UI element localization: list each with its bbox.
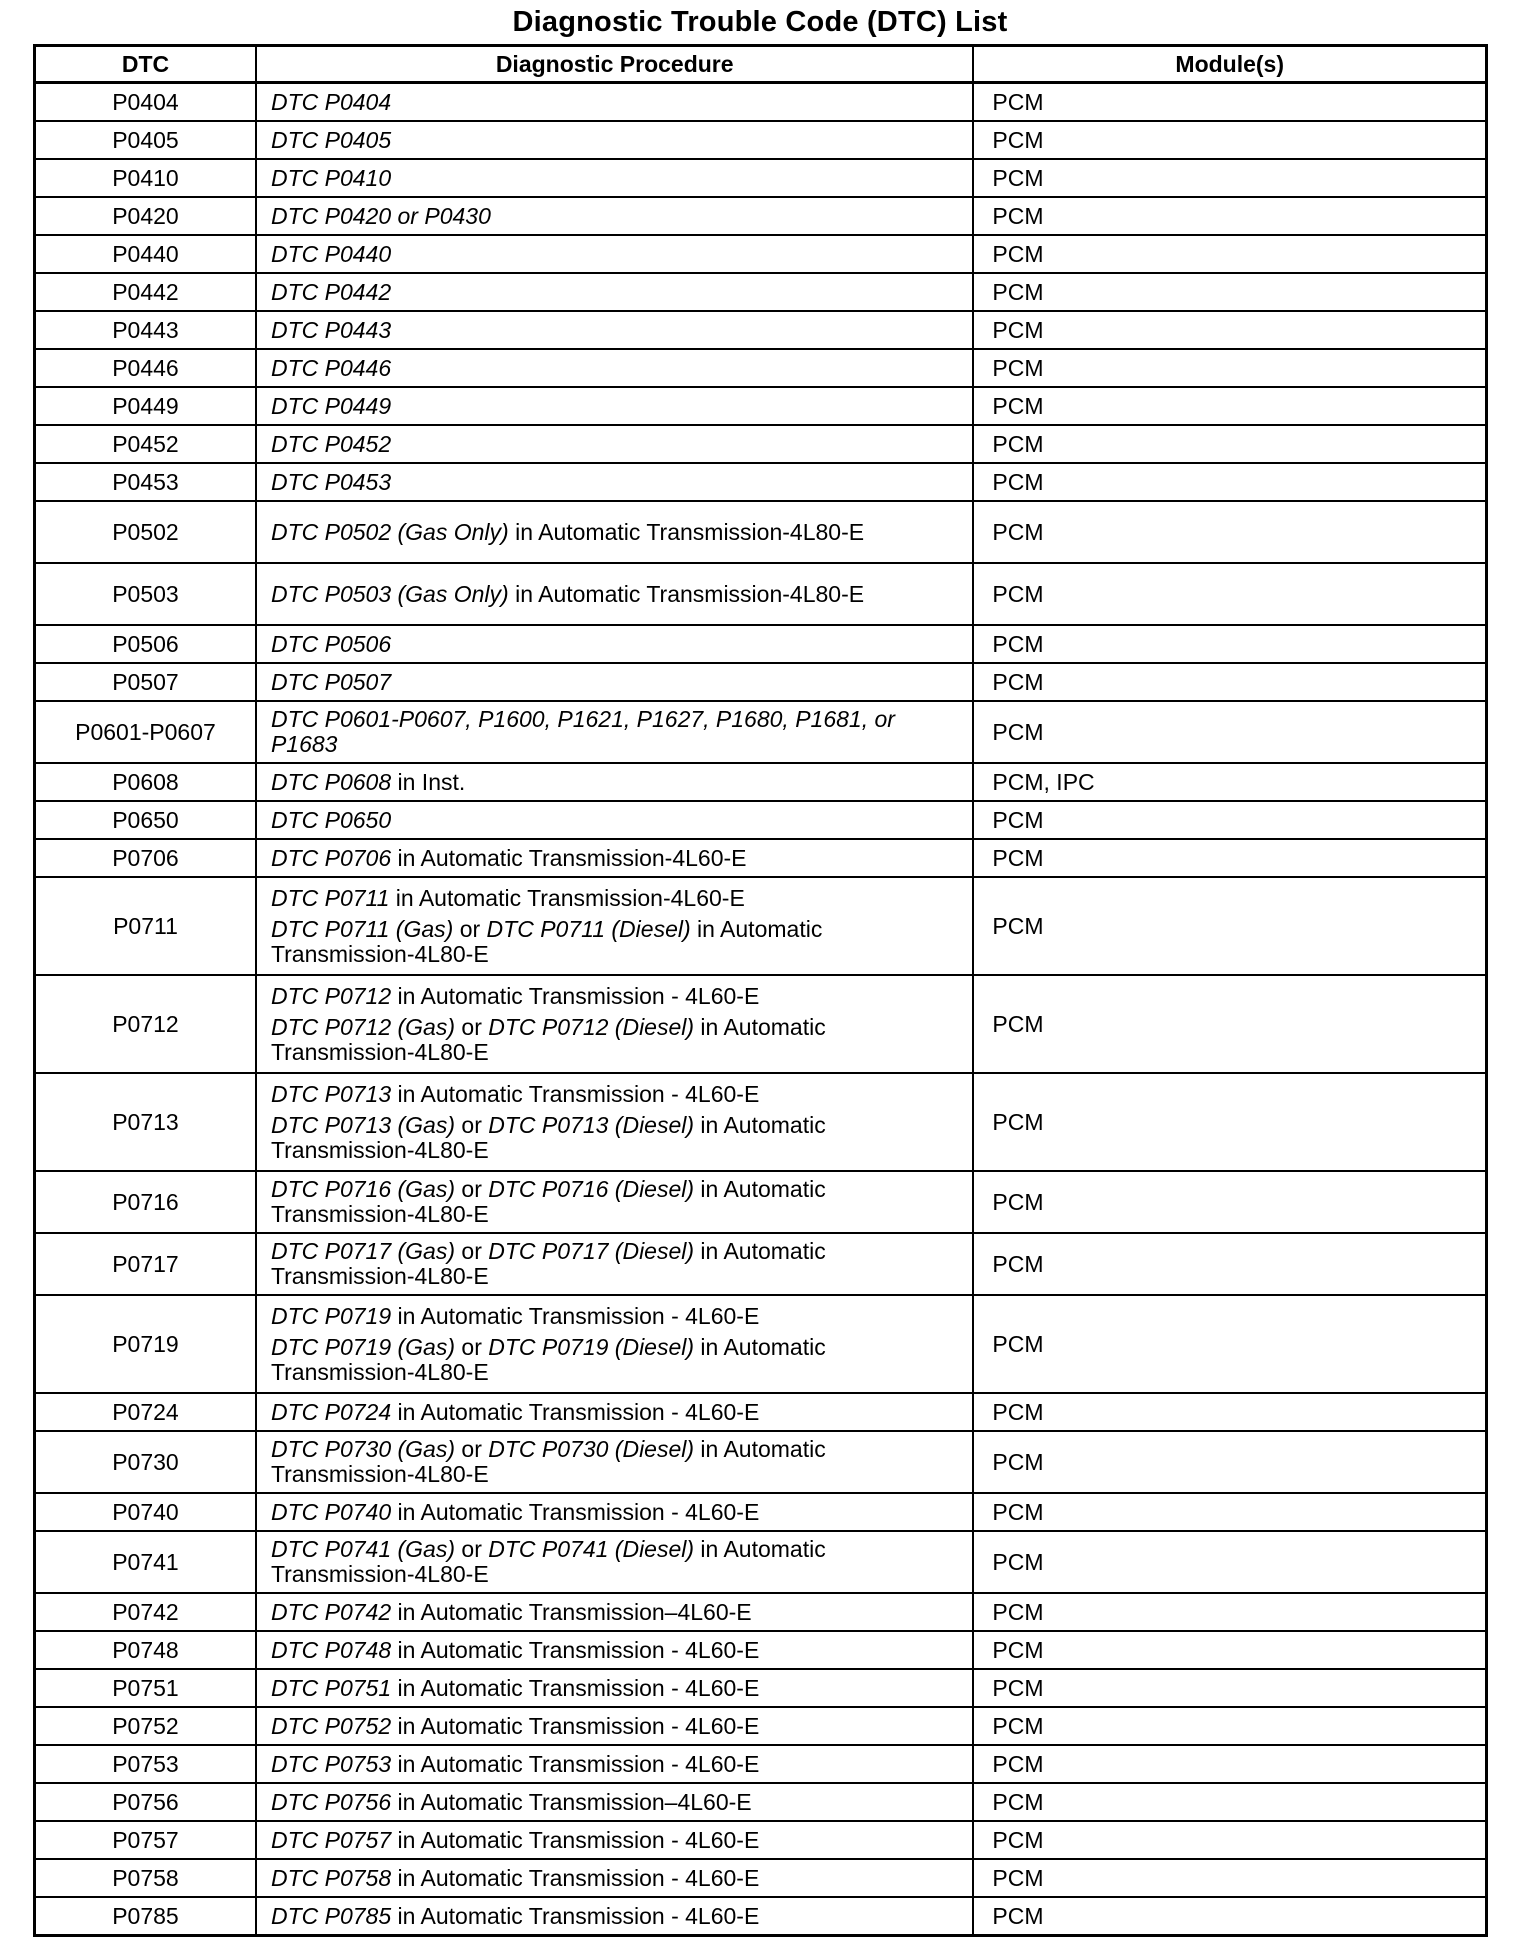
procedure-link-text: DTC P0420 or P0430 [270,202,491,229]
table-row [35,121,1487,159]
procedure-link-text: DTC P0748 [270,1636,392,1663]
dtc-code-cell: P0453 [35,463,256,501]
procedure-cell [256,763,973,801]
procedure-line [271,1239,964,1289]
procedure-text: in Automatic Transmission - 4L60-E [391,1826,760,1853]
dtc-code-cell: P0706 [35,839,256,877]
procedure-text: in Automatic Transmission-4L60-E [389,884,745,911]
modules-cell: PCM [973,311,1486,349]
dtc-code-cell: P0650 [35,801,256,839]
procedure-cell [256,235,973,273]
modules-cell: PCM [973,1431,1486,1493]
dtc-code-cell: P0717 [35,1233,256,1295]
procedure-link-text: DTC P0502 (Gas Only) [270,518,509,545]
dtc-code-cell: P0506 [35,625,256,663]
dtc-code-cell: P0440 [35,235,256,273]
modules-cell: PCM [973,1669,1486,1707]
procedure-line [271,886,964,911]
procedure-cell [256,1393,973,1431]
dtc-code-cell: P0758 [35,1859,256,1897]
procedure-line [271,808,964,833]
table-row [35,1897,1487,1936]
modules-cell: PCM [973,1593,1486,1631]
procedure-link-text: DTC P0712 (Diesel) [488,1013,695,1040]
procedure-line [271,280,964,305]
procedure-line [271,1866,964,1891]
procedure-line [271,1537,964,1587]
procedure-line [271,1752,964,1777]
procedure-cell [256,663,973,701]
procedure-cell [256,1531,973,1593]
procedure-cell [256,121,973,159]
table-row [35,1859,1487,1897]
table-row [35,1431,1487,1493]
procedure-link-text: DTC P0752 [270,1712,392,1739]
procedure-line [271,1500,964,1525]
table-row [35,1073,1487,1171]
table-row [35,1233,1487,1295]
modules-cell: PCM [973,801,1486,839]
procedure-line [271,917,964,967]
procedure-text: in Automatic Transmission-4L80-E [270,1111,826,1163]
table-row [35,1745,1487,1783]
dtc-code-cell: P0724 [35,1393,256,1431]
table-row [35,273,1487,311]
procedure-link-text: DTC P0713 (Diesel) [488,1111,695,1138]
procedure-text: in Automatic Transmission - 4L60-E [391,1498,760,1525]
procedure-link-text: DTC P0711 [270,884,390,911]
procedure-link-text: DTC P0507 [270,668,392,695]
procedure-link-text: DTC P0785 [270,1902,392,1929]
dtc-code-cell: P0442 [35,273,256,311]
dtc-code-cell: P0404 [35,83,256,122]
modules-cell: PCM [973,1859,1486,1897]
procedure-line [271,846,964,871]
procedure-link-text: DTC P0753 [270,1750,392,1777]
table-row [35,877,1487,975]
procedure-link-text: DTC P0757 [270,1826,392,1853]
table-row [35,663,1487,701]
dtc-code-cell: P0405 [35,121,256,159]
modules-cell: PCM [973,235,1486,273]
procedure-link-text: DTC P0724 [270,1398,392,1425]
procedure-link-text: DTC P0741 (Gas) [270,1536,456,1562]
procedure-link-text: DTC P0741 (Diesel) [488,1536,695,1562]
modules-cell: PCM [973,1073,1486,1171]
dtc-code-cell: P0752 [35,1707,256,1745]
dtc-code-cell: P0753 [35,1745,256,1783]
procedure-line [271,1400,964,1425]
procedure-cell [256,463,973,501]
modules-cell: PCM [973,625,1486,663]
dtc-table [33,44,1488,1937]
procedure-text: or [455,1333,489,1360]
procedure-line [271,1015,964,1065]
table-row [35,387,1487,425]
dtc-code-cell: P0503 [35,563,256,625]
dtc-code-cell: P0502 [35,501,256,563]
procedure-line [271,1714,964,1739]
procedure-cell [256,1233,973,1295]
procedure-link-text: DTC P0404 [270,88,392,115]
procedure-cell [256,349,973,387]
dtc-code-cell: P0756 [35,1783,256,1821]
table-row [35,1783,1487,1821]
procedure-line [271,318,964,343]
procedure-cell [256,1295,973,1393]
table-row [35,349,1487,387]
procedure-link-text: DTC P0713 [270,1080,392,1107]
table-row [35,1393,1487,1431]
procedure-text: in Automatic Transmission-4L80-E [270,1013,826,1065]
page-title: Diagnostic Trouble Code (DTC) List [512,6,1008,38]
dtc-code-cell: P0446 [35,349,256,387]
procedure-link-text: DTC P0719 [270,1302,392,1329]
dtc-code-cell: P0713 [35,1073,256,1171]
dtc-code-cell: P0757 [35,1821,256,1859]
table-row [35,197,1487,235]
procedure-link-text: DTC P0756 [270,1788,392,1815]
procedure-link-text: DTC P0740 [270,1498,392,1525]
procedure-text: in Automatic Transmission - 4L60-E [391,982,760,1009]
table-row [35,625,1487,663]
procedure-link-text: DTC P0405 [270,126,392,153]
procedure-line [271,1676,964,1701]
table-row [35,1669,1487,1707]
procedure-link-text: DTC P0453 [270,468,392,495]
modules-cell: PCM [973,877,1486,975]
dtc-code-cell: P0716 [35,1171,256,1233]
procedure-cell [256,311,973,349]
modules-cell: PCM [973,1171,1486,1233]
procedure-link-text: DTC P0449 [270,392,392,419]
table-row [35,235,1487,273]
procedure-text: in Automatic Transmission-4L80-E [270,915,823,967]
modules-cell: PCM [973,501,1486,563]
dtc-code-cell: P0748 [35,1631,256,1669]
modules-cell: PCM [973,839,1486,877]
procedure-line [271,632,964,657]
procedure-link-text: DTC P0711 (Diesel) [486,915,691,942]
procedure-link-text: DTC P0608 [270,768,392,795]
table-row [35,975,1487,1073]
modules-cell: PCM [973,663,1486,701]
procedure-line [271,394,964,419]
table-row [35,1493,1487,1531]
dtc-code-cell: P0452 [35,425,256,463]
procedure-link-text: DTC P0751 [270,1674,392,1701]
dtc-code-cell: P0711 [35,877,256,975]
procedure-link-text: DTC P0712 [270,982,392,1009]
modules-cell: PCM [973,1531,1486,1593]
procedure-line [271,1113,964,1163]
procedure-link-text: DTC P0443 [270,316,392,343]
procedure-link-text: DTC P0719 (Gas) [270,1333,456,1360]
procedure-text: or [455,1436,489,1462]
procedure-text: in Automatic Transmission-4L80-E [508,518,865,545]
procedure-line [271,242,964,267]
procedure-line [271,1177,964,1227]
procedure-text: or [453,915,487,942]
procedure-line [271,582,964,607]
procedure-line [271,204,964,229]
table-row [35,1593,1487,1631]
modules-cell: PCM [973,425,1486,463]
procedure-link-text: DTC P0650 [270,806,392,833]
table-row [35,463,1487,501]
procedure-line [271,984,964,1009]
modules-cell: PCM [973,701,1486,763]
procedure-line [271,128,964,153]
table-row [35,1531,1487,1593]
procedure-cell [256,801,973,839]
procedure-line [271,432,964,457]
modules-cell: PCM [973,975,1486,1073]
procedure-text: or [455,1013,489,1040]
modules-cell: PCM [973,83,1486,122]
procedure-line [271,1437,964,1487]
procedure-cell [256,1631,973,1669]
procedure-cell [256,273,973,311]
dtc-table-body [35,83,1487,1936]
procedure-text: in Automatic Transmission-4L80-E [270,1238,826,1289]
dtc-code-cell: P0443 [35,311,256,349]
procedure-line [271,1828,964,1853]
dtc-code-cell: P0601-P0607 [35,701,256,763]
table-row [35,801,1487,839]
procedure-link-text: DTC P0717 (Diesel) [488,1238,695,1264]
procedure-text: in Automatic Transmission-4L60-E [391,844,747,871]
table-row [35,701,1487,763]
dtc-code-cell: P0740 [35,1493,256,1531]
procedure-text: in Automatic Transmission - 4L60-E [391,1674,760,1701]
procedure-text: in Automatic Transmission - 4L60-E [391,1712,760,1739]
procedure-cell [256,1783,973,1821]
dtc-code-cell: P0712 [35,975,256,1073]
procedure-link-text: DTC P0719 (Diesel) [488,1333,695,1360]
header-dtc: DTC [35,46,256,83]
procedure-line [271,1082,964,1107]
modules-cell: PCM [973,1233,1486,1295]
procedure-text: in Automatic Transmission - 4L60-E [391,1750,760,1777]
procedure-line [271,520,964,545]
table-row [35,839,1487,877]
procedure-text: or [455,1111,489,1138]
procedure-line [271,1904,964,1929]
dtc-code-cell: P0507 [35,663,256,701]
procedure-text: in Automatic Transmission–4L60-E [391,1598,752,1625]
procedure-cell [256,975,973,1073]
procedure-cell [256,1493,973,1531]
modules-cell: PCM [973,1897,1486,1936]
procedure-link-text: DTC P0742 [270,1598,392,1625]
table-row [35,1631,1487,1669]
procedure-link-text: DTC P0410 [270,164,392,191]
procedure-link-text: DTC P0440 [270,240,392,267]
procedure-link-text: DTC P0713 (Gas) [270,1111,456,1138]
procedure-link-text: DTC P0442 [270,278,392,305]
procedure-link-text: DTC P0730 (Gas) [270,1436,456,1462]
procedure-line [271,1304,964,1329]
dtc-code-cell: P0608 [35,763,256,801]
table-row [35,311,1487,349]
procedure-line [271,1790,964,1815]
procedure-line [271,1638,964,1663]
dtc-code-cell: P0785 [35,1897,256,1936]
procedure-cell [256,1707,973,1745]
procedure-text: in Automatic Transmission - 4L60-E [391,1902,760,1929]
procedure-text: or [455,1238,489,1264]
modules-cell: PCM [973,1745,1486,1783]
modules-cell: PCM [973,563,1486,625]
procedure-cell [256,1669,973,1707]
table-row [35,1707,1487,1745]
procedure-cell [256,701,973,763]
dtc-code-cell: P0751 [35,1669,256,1707]
modules-cell: PCM [973,273,1486,311]
procedure-text: in Automatic Transmission-4L80-E [270,1176,826,1227]
table-row [35,425,1487,463]
procedure-line [271,90,964,115]
procedure-text: or [455,1536,489,1562]
procedure-cell [256,1171,973,1233]
modules-cell: PCM, IPC [973,763,1486,801]
table-row [35,501,1487,563]
procedure-link-text: DTC P0503 (Gas Only) [270,580,509,607]
dtc-code-cell: P0420 [35,197,256,235]
procedure-link-text: DTC P0601-P0607, P1600, P1621, P1627, P1680, P1681, or P1683 [270,706,895,757]
procedure-cell [256,1073,973,1171]
procedure-link-text: DTC P0716 (Diesel) [488,1176,695,1202]
procedure-cell [256,197,973,235]
dtc-code-cell: P0449 [35,387,256,425]
dtc-code-cell: P0741 [35,1531,256,1593]
procedure-cell [256,1821,973,1859]
procedure-cell [256,501,973,563]
procedure-link-text: DTC P0452 [270,430,392,457]
dtc-code-cell: P0410 [35,159,256,197]
procedure-cell [256,877,973,975]
procedure-cell [256,839,973,877]
procedure-line [271,670,964,695]
modules-cell: PCM [973,1631,1486,1669]
procedure-cell [256,1897,973,1936]
procedure-cell [256,563,973,625]
modules-cell: PCM [973,463,1486,501]
modules-cell: PCM [973,159,1486,197]
procedure-text: in Automatic Transmission-4L80-E [270,1536,826,1587]
procedure-text: in Inst. [391,768,466,795]
procedure-text: in Automatic Transmission-4L80-E [270,1333,826,1385]
procedure-cell [256,625,973,663]
procedure-text: in Automatic Transmission - 4L60-E [391,1636,760,1663]
table-row [35,563,1487,625]
procedure-text: in Automatic Transmission - 4L60-E [391,1302,760,1329]
procedure-text: in Automatic Transmission - 4L60-E [391,1398,760,1425]
procedure-text: in Automatic Transmission-4L80-E [270,1436,826,1487]
procedure-cell [256,1431,973,1493]
table-row [35,763,1487,801]
procedure-cell [256,387,973,425]
dtc-code-cell: P0719 [35,1295,256,1393]
modules-cell: PCM [973,1821,1486,1859]
procedure-line [271,470,964,495]
procedure-line [271,166,964,191]
procedure-link-text: DTC P0446 [270,354,392,381]
procedure-line [271,770,964,795]
modules-cell: PCM [973,1707,1486,1745]
modules-cell: PCM [973,197,1486,235]
modules-cell: PCM [973,1295,1486,1393]
procedure-link-text: DTC P0758 [270,1864,392,1891]
procedure-link-text: DTC P0711 (Gas) [270,915,454,942]
dtc-code-cell: P0730 [35,1431,256,1493]
modules-cell: PCM [973,1493,1486,1531]
procedure-cell [256,1859,973,1897]
modules-cell: PCM [973,349,1486,387]
table-row [35,1295,1487,1393]
procedure-cell [256,1593,973,1631]
procedure-cell [256,83,973,122]
procedure-line [271,707,964,757]
procedure-line [271,1335,964,1385]
modules-cell: PCM [973,1783,1486,1821]
header-procedure: Diagnostic Procedure [256,46,973,83]
procedure-link-text: DTC P0712 (Gas) [270,1013,456,1040]
procedure-text: in Automatic Transmission-4L80-E [508,580,865,607]
procedure-link-text: DTC P0716 (Gas) [270,1176,456,1202]
table-row [35,83,1487,122]
procedure-text: in Automatic Transmission - 4L60-E [391,1864,760,1891]
procedure-text: or [455,1176,489,1202]
table-row [35,159,1487,197]
dtc-code-cell: P0742 [35,1593,256,1631]
procedure-link-text: DTC P0506 [270,630,392,657]
header-modules: Module(s) [973,46,1486,83]
procedure-cell [256,159,973,197]
procedure-link-text: DTC P0730 (Diesel) [488,1436,695,1462]
header-row [35,46,1487,83]
procedure-text: in Automatic Transmission - 4L60-E [391,1080,760,1107]
procedure-cell [256,1745,973,1783]
procedure-link-text: DTC P0717 (Gas) [270,1238,456,1264]
table-row [35,1171,1487,1233]
modules-cell: PCM [973,121,1486,159]
modules-cell: PCM [973,387,1486,425]
table-row [35,1821,1487,1859]
procedure-text: in Automatic Transmission–4L60-E [391,1788,752,1815]
procedure-cell [256,425,973,463]
modules-cell: PCM [973,1393,1486,1431]
procedure-line [271,1600,964,1625]
procedure-link-text: DTC P0706 [270,844,392,871]
procedure-line [271,356,964,381]
